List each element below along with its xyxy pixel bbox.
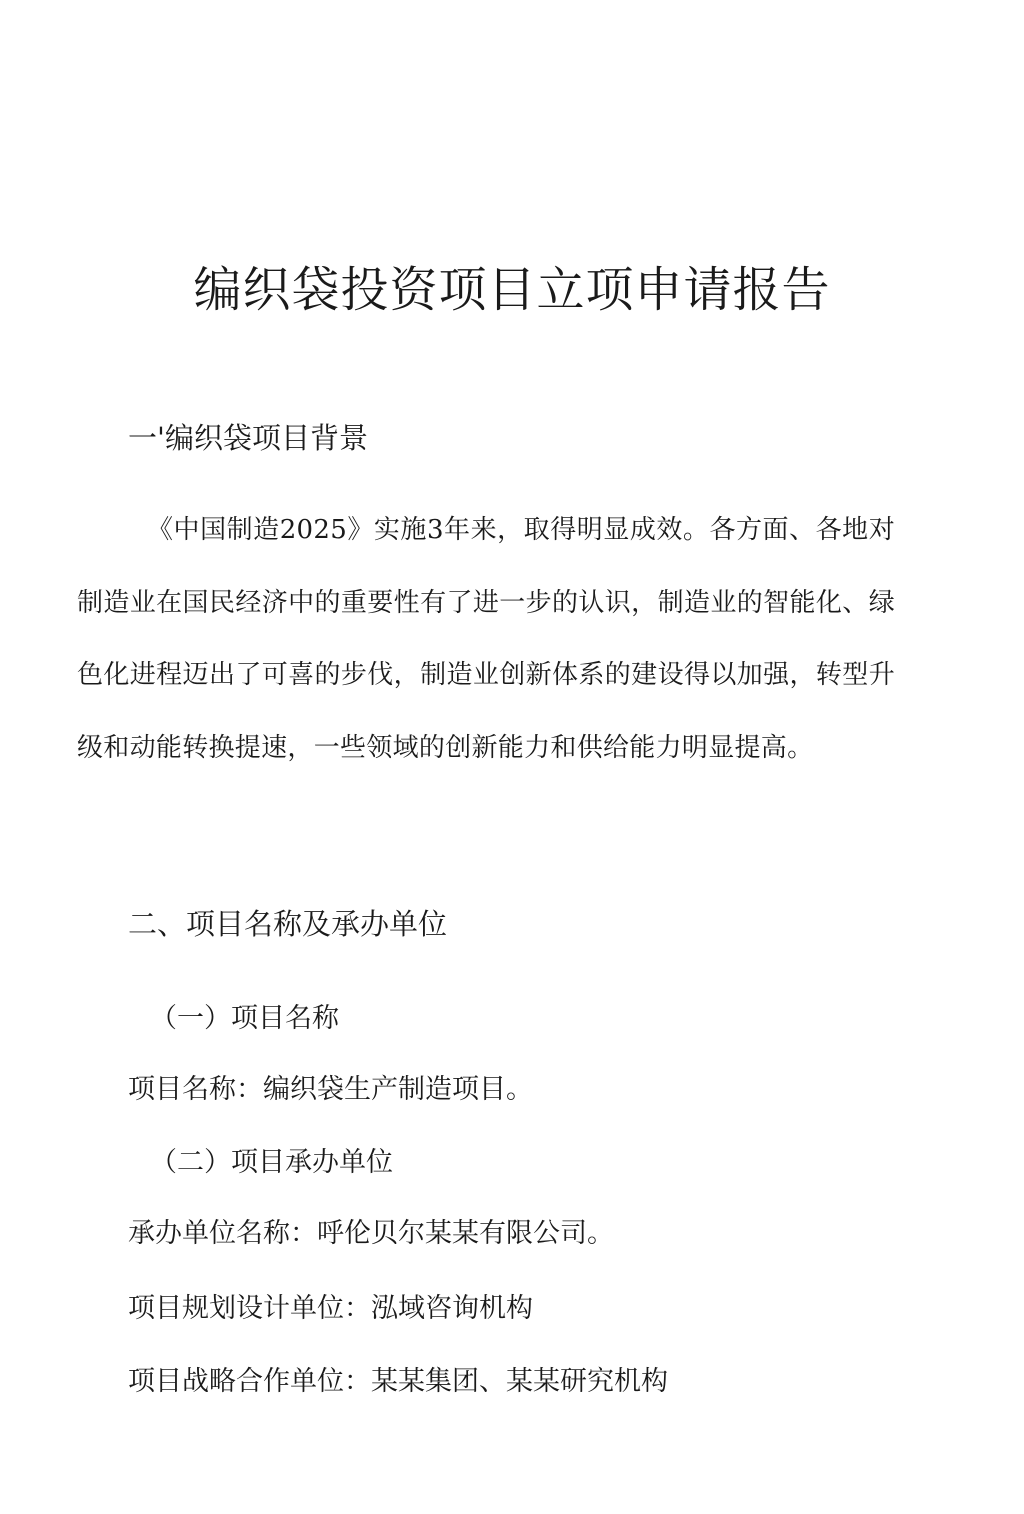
subsection-heading-organizer: （二）项目承办单位 — [150, 1147, 393, 1178]
document-title: 编织袋投资项目立项申请报告 — [193, 262, 831, 318]
section-heading-project-name-and-organizer: 二、项目名称及承办单位 — [128, 907, 448, 941]
background-paragraph: 《中国制造2025》实施3年来，取得明显成效。各方面、各地对制造业在国民经济中的重要性有了进一步的认识，制造业的智能化、绿色化进程迈出了可喜的步伐，制造业创新体系的建设得以加强，转型升级和动能转换提速，一些领域的创新能力和供给能力明显提高。 — [77, 515, 895, 763]
subsection-heading-project-name: （一）项目名称 — [150, 1003, 339, 1034]
project-name-line: 项目名称：编织袋生产制造项目。 — [128, 1074, 533, 1105]
organizer-name-line: 承办单位名称：呼伦贝尔某某有限公司。 — [128, 1218, 614, 1249]
strategic-partner-line: 项目战略合作单位：某某集团、某某研究机构 — [128, 1366, 668, 1397]
planning-unit-line: 项目规划设计单位：泓域咨询机构 — [128, 1293, 533, 1324]
section-heading-background: 一'编织袋项目背景 — [128, 421, 368, 455]
